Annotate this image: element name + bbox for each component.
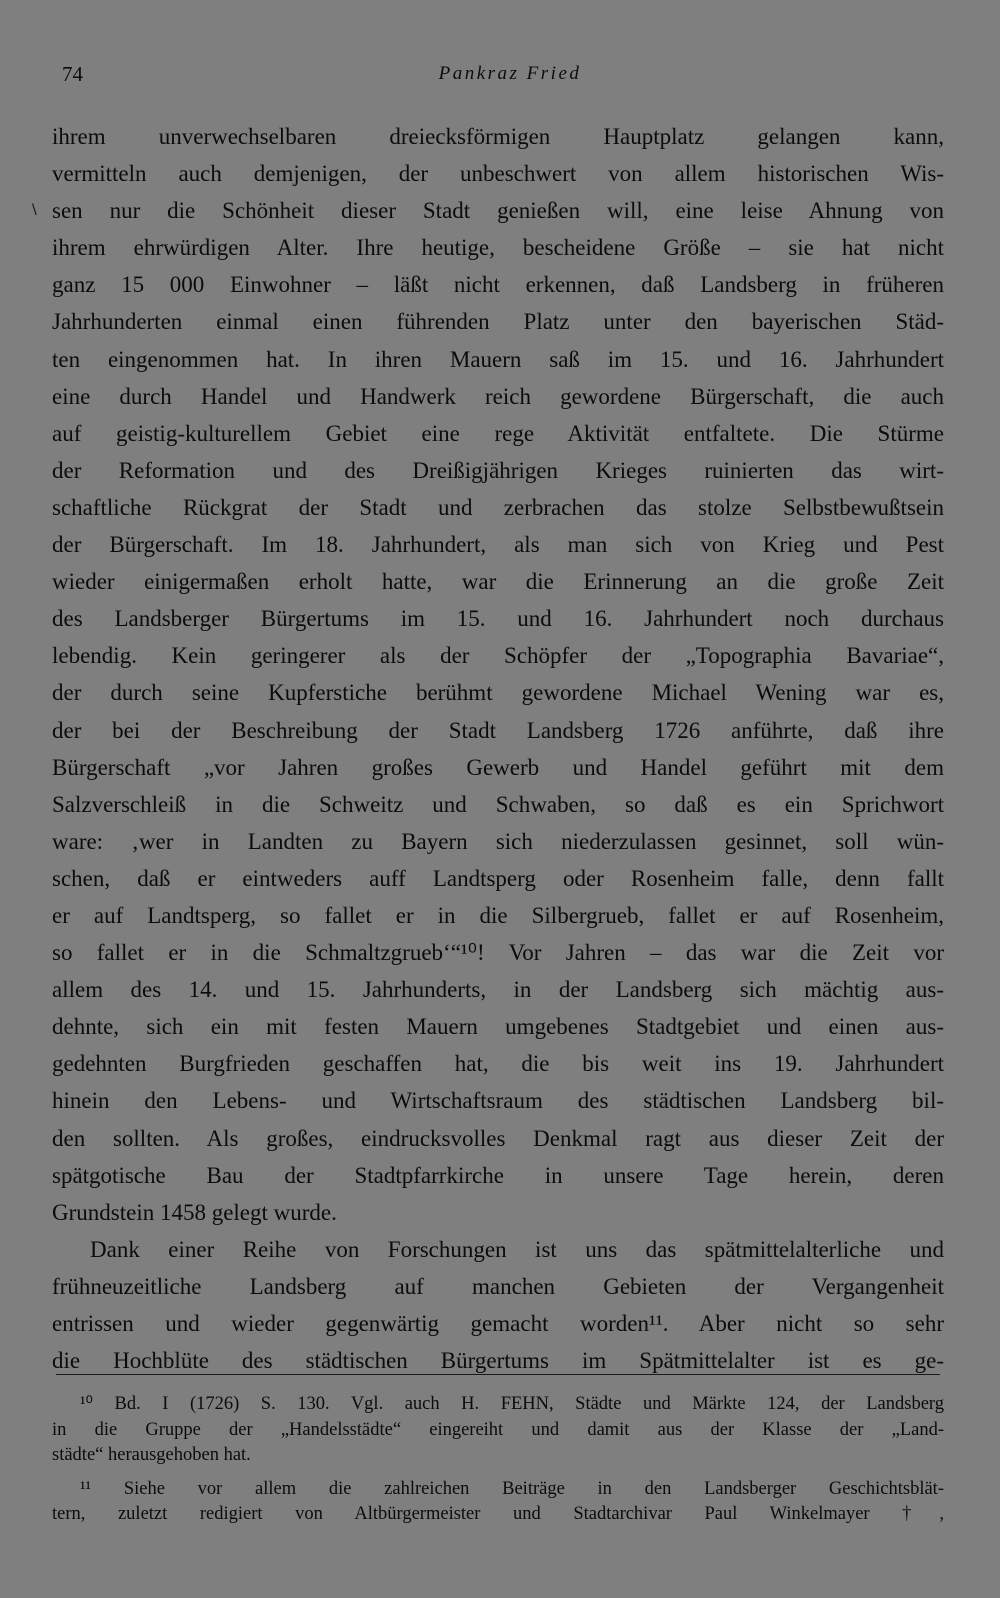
- footnote-line: tern, zuletzt redigiert von Altbürgermeister und Stadtarchivar Paul Winkelmayer †,: [52, 1504, 944, 1524]
- footnotes: [52, 1392, 944, 1528]
- footnote-line: in die Gruppe der „Handelsstädte“ eingereiht und damit aus der Klasse der „Land-: [52, 1419, 944, 1440]
- footnote-divider: [56, 1374, 940, 1375]
- running-head: Pankraz Fried: [438, 63, 582, 84]
- footnote-11: [52, 1477, 944, 1528]
- text-line: lebendig. Kein geringerer als der Schöpfer der „Topographia Bavariae“,: [52, 643, 944, 669]
- page-number: 74: [62, 62, 83, 86]
- text-line: des Landsberger Bürgertums im 15. und 16. Jahrhundert noch durchaus: [52, 606, 944, 632]
- text-line: ihrem ehrwürdigen Alter. Ihre heutige, bescheidene Größe – sie hat nicht: [52, 235, 944, 261]
- text-line: spätgotische Bau der Stadtpfarrkirche in unsere Tage herein, deren: [52, 1162, 944, 1188]
- text-line: allem des 14. und 15. Jahrhunderts, in der Landsberg sich mächtig aus-: [52, 977, 944, 1003]
- text-line: gedehnten Burgfrieden geschaffen hat, die bis weit ins 19. Jahrhundert: [52, 1051, 944, 1077]
- text-line: dehnte, sich ein mit festen Mauern umgebenes Stadtgebiet und einen aus-: [52, 1014, 944, 1040]
- text-line: auf geistig-kulturellem Gebiet eine rege Aktivität entfaltete. Die Stürme: [52, 420, 944, 446]
- text-line: der bei der Beschreibung der Stadt Landsberg 1726 anführte, daß ihre: [52, 717, 944, 743]
- text-line: ganz 15 000 Einwohner – läßt nicht erkennen, daß Landsberg in früheren: [52, 272, 944, 298]
- footnote-line: ¹¹ Siehe vor allem die zahlreichen Beiträge in den Landsberger Geschichtsblät-: [80, 1478, 944, 1499]
- text-line: eine durch Handel und Handwerk reich gewordene Bürgerschaft, die auch: [52, 383, 944, 409]
- text-line: er auf Landtsperg, so fallet er in die Silbergrueb, fallet er auf Rosenheim,: [52, 902, 944, 928]
- text-line: sen nur die Schönheit dieser Stadt genießen will, eine leise Ahnung von: [52, 198, 944, 224]
- text-line: der Bürgerschaft. Im 18. Jahrhundert, als man sich von Krieg und Pest: [52, 532, 944, 558]
- text-line: hinein den Lebens- und Wirtschaftsraum des städtischen Landsberg bil-: [52, 1088, 944, 1114]
- text-line: frühneuzeitliche Landsberg auf manchen Gebieten der Vergangenheit: [52, 1273, 944, 1299]
- text-line: entrissen und wieder gegenwärtig gemacht worden¹¹. Aber nicht so sehr: [52, 1311, 944, 1336]
- text-line: Salzverschleiß in die Schweitz und Schwaben, so daß es ein Sprichwort: [52, 791, 944, 817]
- footnote-line: ¹⁰ Bd. I (1726) S. 130. Vgl. auch H. FEHN, Städte und Märkte 124, der Landsberg: [80, 1394, 944, 1414]
- text-line: schaftliche Rückgrat der Stadt und zerbrachen das stolze Selbstbewußtsein: [52, 494, 944, 520]
- text-line: so fallet er in die Schmaltzgrueb‘“¹⁰! Vor Jahren – das war die Zeit vor: [52, 940, 944, 966]
- text-line: Bürgerschaft „vor Jahren großes Gewerb und Handel geführt mit dem: [52, 754, 944, 780]
- text-line: der durch seine Kupferstiche berühmt gewordene Michael Wening war es,: [52, 680, 944, 706]
- margin-mark: \: [32, 202, 37, 218]
- text-line: ware: ‚wer in Landten zu Bayern sich niederzulassen gesinnet, soll wün-: [52, 828, 944, 854]
- footnote-10: [52, 1392, 944, 1469]
- text-line: Dank einer Reihe von Forschungen ist uns das spätmittelalterliche und: [90, 1236, 944, 1262]
- text-line: ten eingenommen hat. In ihren Mauern saß im 15. und 16. Jahrhundert: [52, 346, 944, 372]
- text-line: wieder einigermaßen erholt hatte, war die Erinnerung an die große Zeit: [52, 569, 944, 595]
- text-line: ihrem unverwechselbaren dreiecksförmigen Hauptplatz gelangen kann,: [52, 124, 944, 149]
- text-line: den sollten. Als großes, eindrucksvolles Denkmal ragt aus dieser Zeit der: [52, 1125, 944, 1151]
- text-line: vermitteln auch demjenigen, der unbeschwert von allem historischen Wis-: [52, 161, 944, 187]
- text-line: Jahrhunderten einmal einen führenden Platz unter den bayerischen Städ-: [52, 309, 944, 335]
- text-line: Grundstein 1458 gelegt wurde.: [52, 1199, 337, 1225]
- text-line: schen, daß er eintweders auff Landtsperg oder Rosenheim falle, denn fallt: [52, 865, 944, 891]
- text-line: die Hochblüte des städtischen Bürgertums im Spätmittelalter ist es ge-: [52, 1348, 944, 1374]
- body-text: [52, 118, 944, 1379]
- footnote-line: städte“ herausgehoben hat.: [52, 1445, 251, 1465]
- text-line: der Reformation und des Dreißigjährigen Krieges ruinierten das wirt-: [52, 457, 944, 483]
